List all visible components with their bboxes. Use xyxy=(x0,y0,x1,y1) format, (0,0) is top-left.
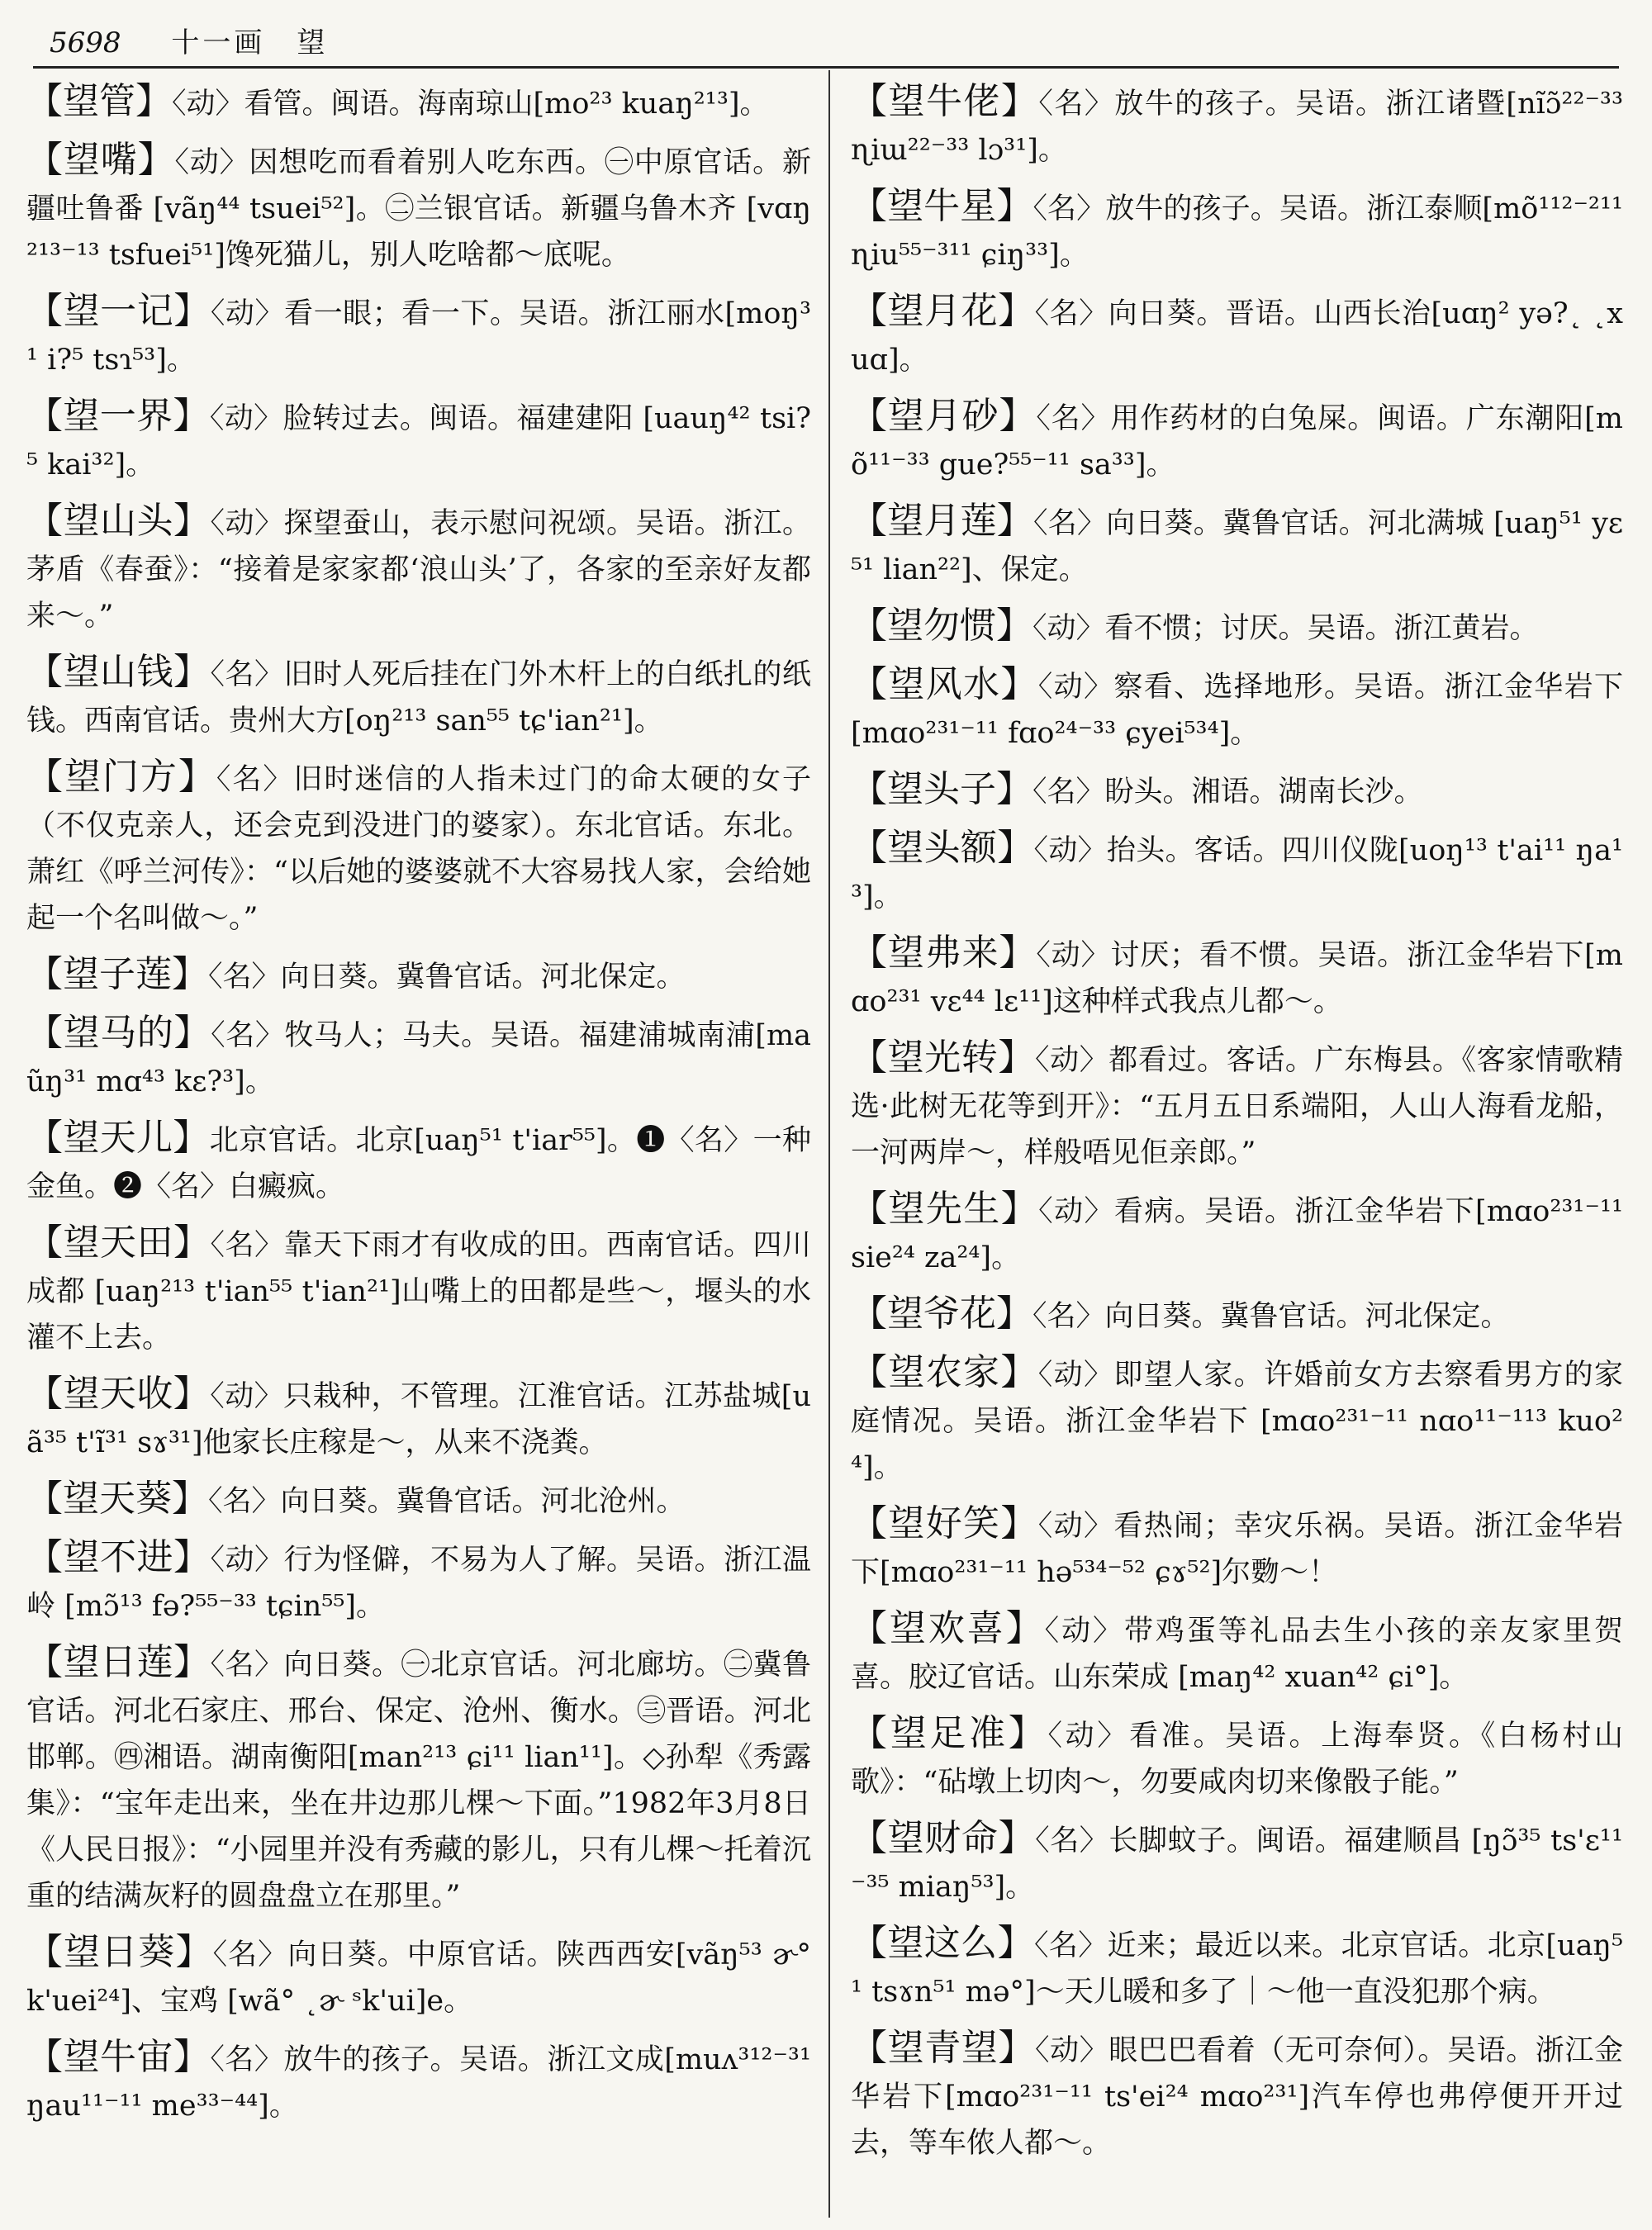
entry-headword: 【望农家】 xyxy=(851,1351,1038,1393)
page-header xyxy=(50,17,1619,69)
dictionary-entry xyxy=(851,2025,1623,2166)
entry-headword: 【望弗来】 xyxy=(851,932,1037,974)
entry-definition: 北京官话。北京[uaŋ⁵¹ t'iar⁵⁵]。❶〈名〉一种金鱼。❷〈名〉白癜疯。 xyxy=(26,1124,811,1203)
entry-headword: 【望管】 xyxy=(26,80,172,122)
dictionary-entry xyxy=(851,393,1623,488)
dictionary-entry xyxy=(851,1186,1623,1281)
entry-definition: 〈动〉看准。吴语。上海奉贤。《白杨村山歌》：“砧墩上切肉～，勿要咸肉切来像骰子能。” xyxy=(851,1720,1623,1799)
entry-definition: 〈名〉近来；最近以来。北京官话。北京[uaŋ⁵¹ tsɤn⁵¹ mə°]～天儿暖和多了｜～他一直没犯那个病。 xyxy=(851,1929,1623,2009)
entry-definition: 〈名〉长脚蚊子。闽语。福建顺昌 [ŋɔ̃³⁵ ts'ɛ¹¹⁻³⁵ miaŋ⁵³]。 xyxy=(851,1824,1623,1904)
entry-headword: 【望爷花】 xyxy=(851,1293,1032,1335)
entry-definition: 〈动〉看管。闽语。海南琼山[mo²³ kuaŋ²¹³]。 xyxy=(172,88,769,121)
entry-definition: 〈名〉旧时迷信的人指未过门的命太硬的女子（不仅克亲人，还会克到没进门的婆家）。东北官话。东北。萧红《呼兰河传》：“以后她的婆婆就不大容易找人家，会给她起一个名叫做～。” xyxy=(26,763,811,935)
dictionary-entry xyxy=(26,1639,811,1919)
entry-headword: 【望天儿】 xyxy=(26,1117,210,1159)
entry-headword: 【望天葵】 xyxy=(26,1478,208,1520)
header-rule xyxy=(33,66,1619,69)
dictionary-entry xyxy=(26,951,811,1000)
entry-definition: 〈动〉看一眼；看一下。吴语。浙江丽水[moŋ³¹ i?⁵ tsɿ⁵³]。 xyxy=(26,297,811,377)
entry-headword: 【望月砂】 xyxy=(851,395,1037,437)
entry-definition: 〈动〉眼巴巴看着（无可奈何）。吴语。浙江金华岩下[mɑo²³¹⁻¹¹ ts'ei²⁴ mɑo²³¹]汽车停也弗停便开开过去，等车侬人都～。 xyxy=(851,2034,1623,2160)
dictionary-entry xyxy=(26,1535,811,1630)
dictionary-entry xyxy=(851,766,1623,815)
entry-headword: 【望马的】 xyxy=(26,1012,211,1054)
entry-headword: 【望头额】 xyxy=(851,827,1034,869)
column-divider xyxy=(828,70,830,2218)
entry-definition: 〈名〉向日葵。冀鲁官话。河北保定。 xyxy=(208,961,686,994)
entry-definition: 〈名〉放牛的孩子。吴语。浙江诸暨[nĩɔ̃²²⁻³³ ɳiɯ²²⁻³³ lɔ³¹]。 xyxy=(851,88,1623,167)
entry-headword: 【望牛宙】 xyxy=(26,2036,211,2078)
entry-headword: 【望不进】 xyxy=(26,1536,211,1578)
dictionary-entry xyxy=(851,1350,1623,1491)
entry-headword: 【望日葵】 xyxy=(26,1931,213,1973)
entry-headword: 【望牛佬】 xyxy=(851,80,1039,122)
dictionary-entry xyxy=(26,288,811,383)
dictionary-entry xyxy=(26,1371,811,1466)
dictionary-entry xyxy=(851,78,1623,173)
entry-definition: 〈动〉看热闹；幸灾乐祸。吴语。浙江金华岩下[mɑo²³¹⁻¹¹ hə⁵³⁴⁻⁵² ɕɤ⁵²]尔覅～！ xyxy=(851,1510,1623,1589)
entry-headword: 【望青望】 xyxy=(851,2027,1035,2069)
entry-definition: 〈名〉向日葵。冀鲁官话。河北沧州。 xyxy=(208,1485,686,1518)
dictionary-entry xyxy=(26,1010,811,1105)
entry-headword: 【望足准】 xyxy=(851,1712,1048,1754)
entry-definition: 〈名〉向日葵。冀鲁官话。河北满城 [uaŋ⁵¹ yɛ⁵¹ lian²²]、保定。 xyxy=(851,507,1623,586)
entry-definition: 〈名〉盼头。湘语。湖南长沙。 xyxy=(1032,776,1423,809)
entry-definition: 〈动〉看不惯；讨厌。吴语。浙江黄岩。 xyxy=(1032,612,1539,645)
dictionary-entry xyxy=(26,1220,811,1361)
dictionary-entry xyxy=(851,1710,1623,1805)
entry-definition: 〈动〉都看过。客话。广东梅县。《客家情歌精选·此树无花等到开》：“五月五日系端阳，人山人海看龙船，一河两岸～，样般唔见佢亲郎。” xyxy=(851,1044,1623,1170)
dictionary-entry xyxy=(851,183,1623,278)
entry-headword: 【望门方】 xyxy=(26,756,216,798)
dictionary-entry xyxy=(851,603,1623,652)
dictionary-entry xyxy=(851,662,1623,757)
entry-headword: 【望欢喜】 xyxy=(851,1607,1045,1649)
dictionary-entry xyxy=(26,649,811,744)
dictionary-entry xyxy=(26,498,811,639)
entry-headword: 【望光转】 xyxy=(851,1037,1035,1079)
entry-headword: 【望天田】 xyxy=(26,1222,211,1264)
dictionary-entry xyxy=(851,1606,1623,1701)
entry-definition: 〈名〉牧马人；马夫。吴语。福建浦城南浦[maũŋ³¹ mɑ⁴³ kɛ?³]。 xyxy=(26,1019,811,1098)
dictionary-entry xyxy=(851,825,1623,920)
entry-definition: 〈名〉放牛的孩子。吴语。浙江泰顺[mõ¹¹²⁻²¹¹ ɳiu⁵⁵⁻³¹¹ ɕiŋ³³]。 xyxy=(851,192,1623,272)
entry-definition: 〈名〉向日葵。中原官话。陕西西安[vãŋ⁵³ ɚ° k'uei²⁴]、宝鸡 [wã° ˛ɚ ˢk'ui]e。 xyxy=(26,1938,811,2018)
entry-headword: 【望子莲】 xyxy=(26,953,208,995)
dictionary-entry xyxy=(26,2034,811,2129)
dictionary-entry xyxy=(26,393,811,488)
dictionary-entry xyxy=(26,1115,811,1210)
entry-definition: 〈动〉因想吃而看着别人吃东西。㊀中原官话。新疆吐鲁番 [vãŋ⁴⁴ tsuei⁵²]。㊁兰银官话。新疆乌鲁木齐 [vɑŋ²¹³⁻¹³ tsfuei⁵¹]馋死猫儿，别人吃啥都～底呢。 xyxy=(26,146,811,272)
dictionary-entry xyxy=(851,498,1623,593)
entry-definition: 〈名〉用作药材的白兔屎。闽语。广东潮阳[mõ¹¹⁻³³ gue?⁵⁵⁻¹¹ sa³³]。 xyxy=(851,402,1623,482)
entry-headword: 【望牛星】 xyxy=(851,185,1033,227)
dictionary-entry xyxy=(26,78,811,127)
page-number: 5698 xyxy=(50,26,121,59)
entry-headword: 【望财命】 xyxy=(851,1817,1036,1859)
entry-headword: 【望日莲】 xyxy=(26,1641,211,1683)
entry-definition: 〈动〉行为怪僻，不易为人了解。吴语。浙江温岭 [mɔ̃¹³ fə?⁵⁵⁻³³ tɕin⁵⁵]。 xyxy=(26,1544,811,1623)
dictionary-entry xyxy=(26,137,811,278)
section-title: 十一画 望 xyxy=(171,26,329,59)
entry-definition: 〈动〉带鸡蛋等礼品去生小孩的亲友家里贺喜。胶辽官话。山东荣成 [maŋ⁴² xuan⁴² ɕi°]。 xyxy=(851,1615,1623,1694)
dictionary-entry xyxy=(26,754,811,942)
entry-definition: 〈名〉旧时人死后挂在门外木杆上的白纸扎的纸钱。西南官话。贵州大方[oŋ²¹³ san⁵⁵ tɕ'ian²¹]。 xyxy=(26,658,811,738)
entry-definition: 〈名〉向日葵。㊀北京官话。河北廊坊。㊁冀鲁官话。河北石家庄、邢台、保定、沧州、衡水。㊂晋语。河北邯郸。㊃湘语。湖南衡阳[man²¹³ ɕi¹¹ lian¹¹]。◇孙犁《秀露集》：“宝年走出来，坐在井边那儿棵～下面。”1982年3月8日《人民日报》：“小园里并没有秀藏的影儿，只有儿棵～托着沉重的结满灰籽的圆盘盘立在那里。” xyxy=(26,1649,811,1913)
entry-definition: 〈动〉抬头。客话。四川仪陇[uoŋ¹³ t'ai¹¹ ŋa¹³]。 xyxy=(851,834,1623,913)
entry-headword: 【望风水】 xyxy=(851,663,1038,705)
entry-definition: 〈名〉向日葵。冀鲁官话。河北保定。 xyxy=(1032,1300,1510,1333)
entry-headword: 【望月莲】 xyxy=(851,500,1034,542)
entry-definition: 〈动〉讨厌；看不惯。吴语。浙江金华岩下[mɑo²³¹ vɛ⁴⁴ lɛ¹¹]这种样式我点儿都～。 xyxy=(851,939,1623,1018)
entry-headword: 【望山钱】 xyxy=(26,651,211,693)
entry-definition: 〈动〉探望蚕山，表示慰问祝颂。吴语。浙江。茅盾《春蚕》：“接着是家家都‘浪山头’了，各家的至亲好友都来～。” xyxy=(26,507,811,633)
entry-headword: 【望一界】 xyxy=(26,395,210,437)
entry-headword: 【望头子】 xyxy=(851,768,1032,810)
entry-definition: 〈名〉放牛的孩子。吴语。浙江文成[muʌ³¹²⁻³¹ ŋau¹¹⁻¹¹ me³³⁻⁴⁴]。 xyxy=(26,2043,811,2123)
entry-definition: 〈动〉察看、选择地形。吴语。浙江金华岩下[mɑo²³¹⁻¹¹ fɑo²⁴⁻³³ ɕyei⁵³⁴]。 xyxy=(851,671,1623,750)
entry-headword: 【望先生】 xyxy=(851,1188,1039,1230)
entry-headword: 【望这么】 xyxy=(851,1922,1034,1964)
entry-headword: 【望天收】 xyxy=(26,1373,211,1415)
dictionary-entry xyxy=(851,1920,1623,2015)
dictionary-entry xyxy=(851,930,1623,1025)
entry-definition: 〈动〉只栽种，不管理。江淮官话。江苏盐城[uã³⁵ t'ĩ³¹ sɤ³¹]他家长庄稼是～，从来不浇粪。 xyxy=(26,1380,811,1459)
entry-definition: 〈名〉靠天下雨才有收成的田。西南官话。四川成都 [uaŋ²¹³ t'ian⁵⁵ t'ian²¹]山嘴上的田都是些～，堰头的水灌不上去。 xyxy=(26,1229,811,1355)
entry-definition: 〈名〉向日葵。晋语。山西长治[uɑŋ² yə?˛ ˛xuɑ]。 xyxy=(851,297,1623,377)
entry-headword: 【望月花】 xyxy=(851,290,1035,332)
dictionary-entry xyxy=(26,1929,811,2024)
dictionary-entry xyxy=(851,1035,1623,1176)
dictionary-entry xyxy=(851,1291,1623,1340)
entry-definition: 〈动〉即望人家。许婚前女方去察看男方的家庭情况。吴语。浙江金华岩下 [mɑo²³¹⁻¹¹ nɑo¹¹⁻¹¹³ kuo²⁴]。 xyxy=(851,1359,1623,1484)
dictionary-entry xyxy=(851,1815,1623,1910)
entry-headword: 【望好笑】 xyxy=(851,1502,1038,1544)
dictionary-entry xyxy=(26,1476,811,1525)
dictionary-entry xyxy=(851,288,1623,383)
left-column xyxy=(26,78,811,2222)
entry-headword: 【望勿惯】 xyxy=(851,605,1032,647)
entry-definition: 〈动〉看病。吴语。浙江金华岩下[mɑo²³¹⁻¹¹ sie²⁴ za²⁴]。 xyxy=(851,1195,1623,1274)
entry-headword: 【望一记】 xyxy=(26,290,211,332)
dictionary-entry xyxy=(851,1501,1623,1596)
right-column xyxy=(851,78,1623,2222)
entry-definition: 〈动〉脸转过去。闽语。福建建阳 [uauŋ⁴² tsi?⁵ kai³²]。 xyxy=(26,402,811,482)
entry-headword: 【望山头】 xyxy=(26,500,211,542)
entry-headword: 【望嘴】 xyxy=(26,139,175,181)
